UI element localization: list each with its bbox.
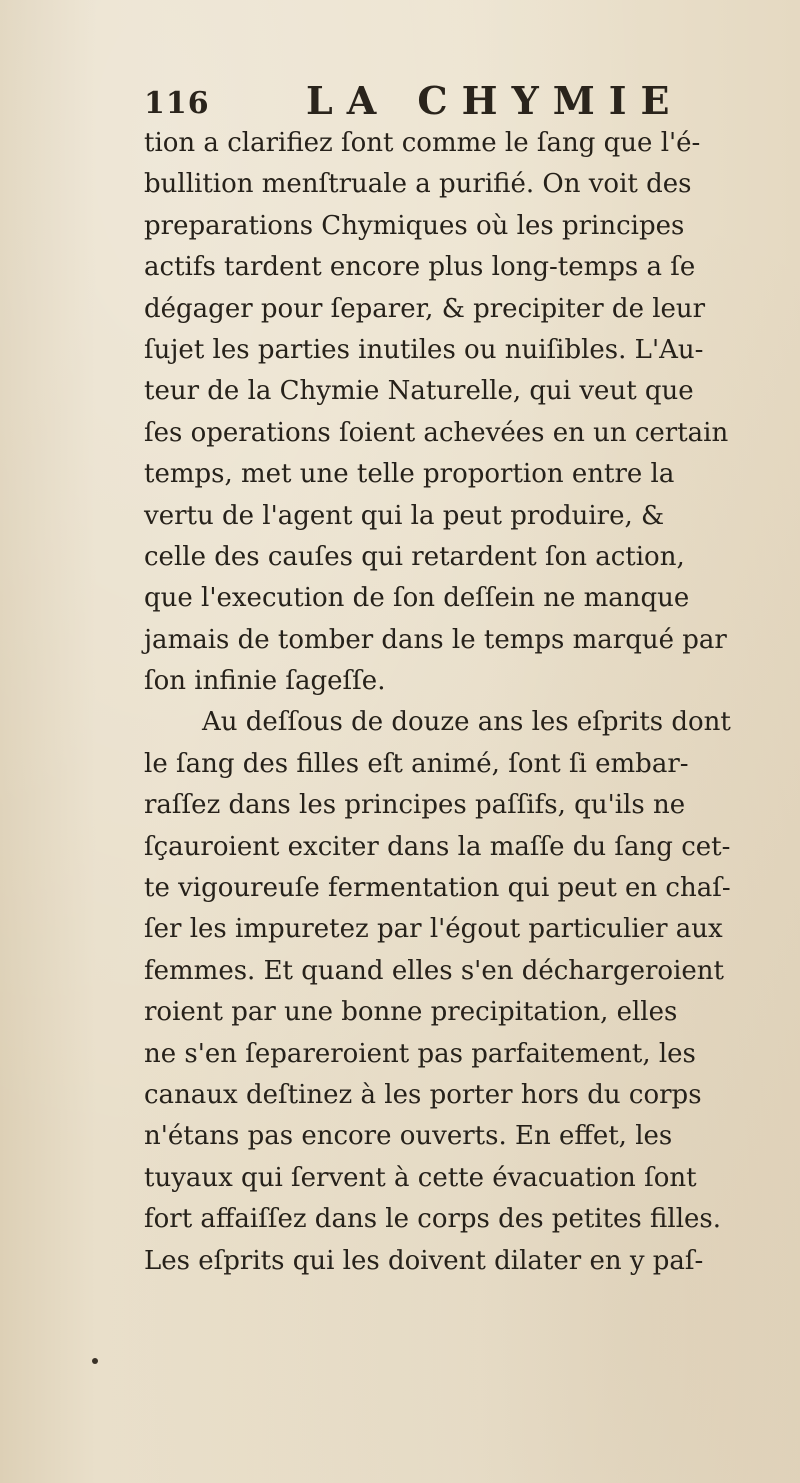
text-line: canaux deſtinez à les porter hors du corps <box>144 1079 702 1110</box>
text-line: ſes operations ſoient achevées en un certain <box>144 417 729 448</box>
text-line: roient par une bonne precipitation, elles <box>144 997 678 1028</box>
text-line: celle des cauſes qui retardent ſon action, <box>144 541 685 572</box>
text-line: ſer les impuretez par l'égout particulier aux <box>144 914 723 945</box>
running-title: LA CHYMIE <box>306 78 684 123</box>
text-line: ne s'en ſepareroient pas parfaitement, les <box>144 1038 696 1069</box>
text-line: dégager pour ſeparer, & precipiter de leur <box>144 293 706 324</box>
text-line: ſujet les parties inutiles ou nuiſibles. L'Au- <box>144 334 704 365</box>
text-line: Les eſprits qui les doivent dilater en y paſ- <box>144 1245 704 1276</box>
ink-speck <box>92 1358 98 1364</box>
text-line: te vigoureuſe fermentation qui peut en chaſ- <box>144 873 731 904</box>
text-line: le ſang des filles eſt animé, ſont ſi embar- <box>144 748 689 779</box>
text-line: teur de la Chymie Naturelle, qui veut que <box>144 376 694 407</box>
text-line: ſon infinie ſageſſe. <box>144 666 386 697</box>
page-header <box>144 68 764 128</box>
body-text <box>144 123 794 1282</box>
paragraph-start-line: Au deſſous de douze ans les eſprits dont <box>202 707 731 738</box>
text-line: actifs tardent encore plus long-temps a ſe <box>144 252 696 283</box>
text-line: tuyaux qui ſervent à cette évacuation ſont <box>144 1162 697 1193</box>
text-line: ſçauroient exciter dans la maſſe du ſang cet- <box>144 831 731 862</box>
text-line: fort affaiſſez dans le corps des petites filles. <box>144 1204 722 1235</box>
text-line: femmes. Et quand elles s'en déchargeroient <box>144 955 724 986</box>
text-line: que l'execution de ſon deſſein ne manque <box>144 583 690 614</box>
text-line: temps, met une telle proportion entre la <box>144 459 675 490</box>
text-line: tion a clarifiez ſont comme le ſang que l'é- <box>144 128 701 158</box>
text-line: vertu de l'agent qui la peut produire, & <box>144 500 665 531</box>
text-line: bullition menſtruale a purifié. On voit des <box>144 169 692 200</box>
page-number: 116 <box>144 86 210 121</box>
text-line: raſſez dans les principes paſſifs, qu'ils ne <box>144 790 686 821</box>
text-line: preparations Chymiques où les principes <box>144 210 685 241</box>
text-line: n'étans pas encore ouverts. En effet, les <box>144 1121 673 1152</box>
text-line: jamais de tomber dans le temps marqué par <box>144 624 727 655</box>
